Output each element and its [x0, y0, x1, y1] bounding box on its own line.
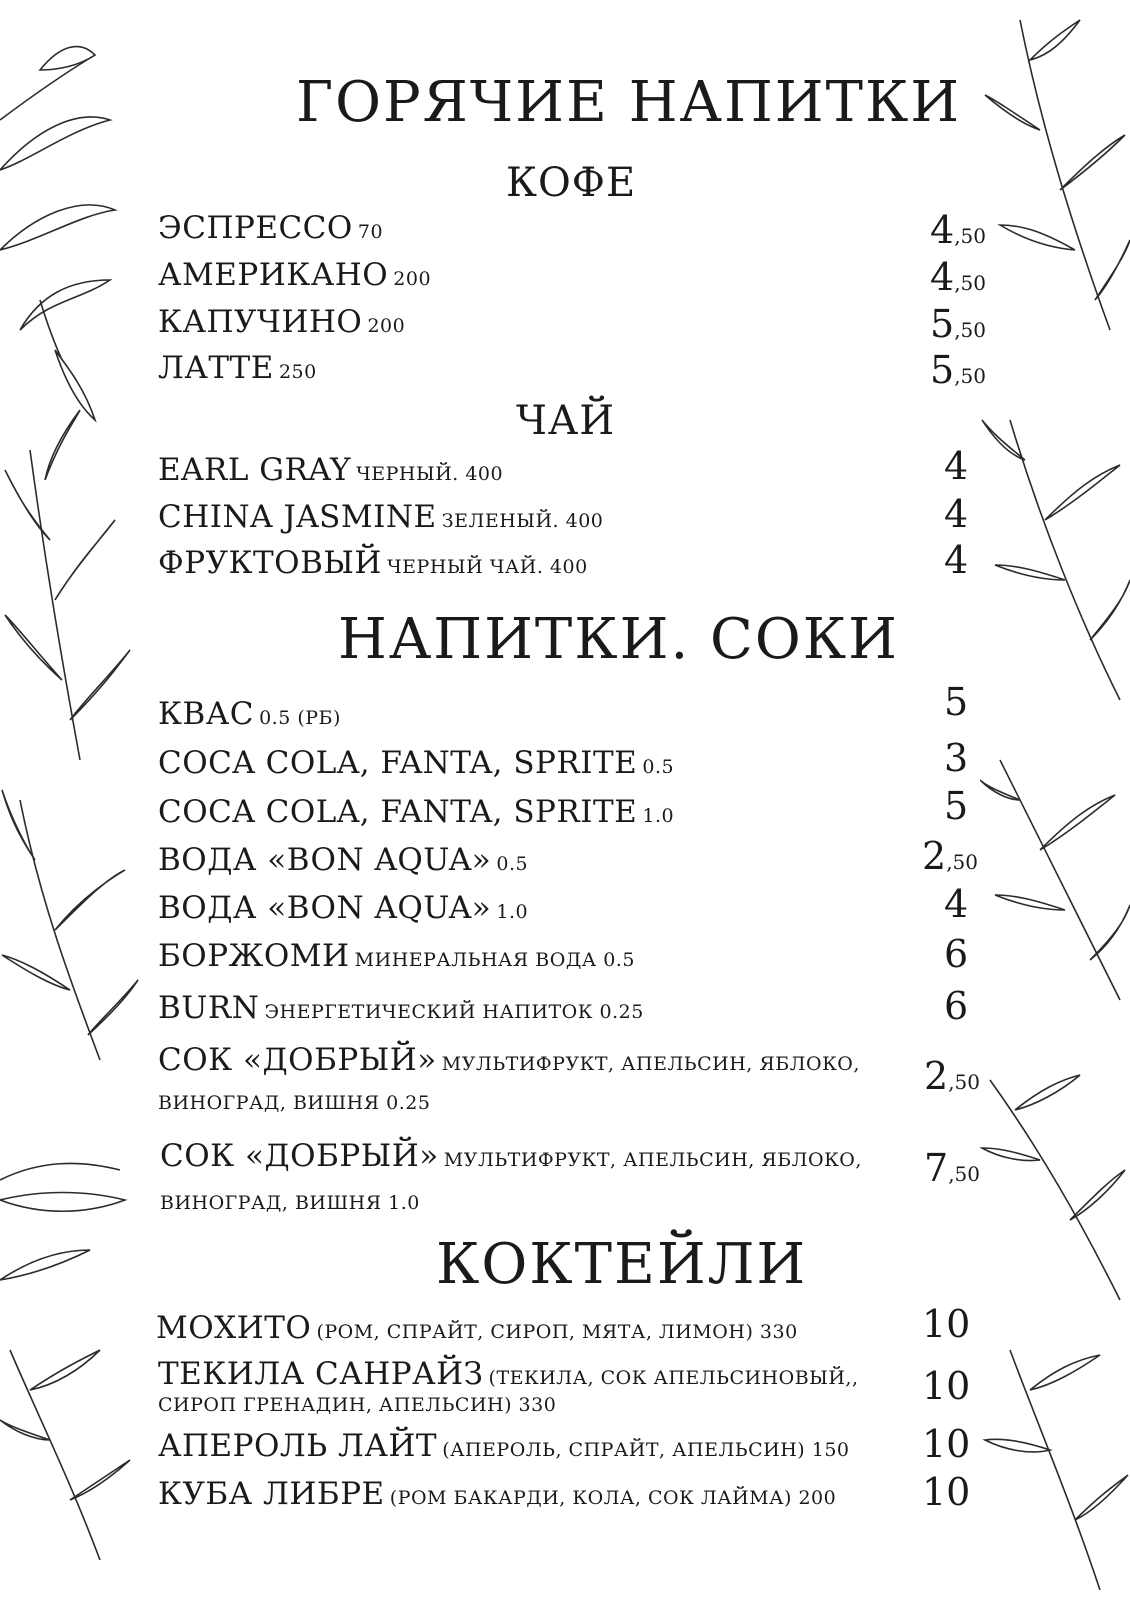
menu-item — [158, 1042, 860, 1078]
item-name: COCA COLA, FANTA, SPRITE — [158, 745, 638, 781]
item-name: BURN — [158, 990, 260, 1026]
item-name: СОК «ДОБРЫЙ» — [160, 1138, 439, 1174]
item-note-continued: ВИНОГРАД, ВИШНЯ 1.0 — [160, 1192, 420, 1214]
item-name: ВОДА «BON AQUA» — [158, 842, 492, 878]
item-name: EARL GRAY — [158, 452, 351, 488]
item-price: 10 — [922, 1422, 971, 1466]
item-note: ЧЕРНЫЙ. 400 — [356, 463, 504, 485]
item-name: CHINA JASMINE — [158, 499, 437, 535]
group-title-coffee: КОФЕ — [506, 160, 637, 206]
item-price: 5,50 — [930, 348, 986, 392]
item-note: 70 — [357, 221, 384, 243]
item-note: (РОМ, СПРАЙТ, СИРОП, МЯТА, ЛИМОН) 330 — [316, 1321, 798, 1343]
item-note: (АПЕРОЛЬ, СПРАЙТ, АПЕЛЬСИН) 150 — [442, 1439, 850, 1461]
item-note: 250 — [278, 361, 317, 383]
item-note: МУЛЬТИФРУКТ, АПЕЛЬСИН, ЯБЛОКО, — [443, 1149, 862, 1171]
menu-item — [158, 1356, 859, 1392]
item-price: 2,50 — [922, 834, 978, 878]
item-name: КАПУЧИНО — [158, 304, 363, 340]
item-name: СОК «ДОБРЫЙ» — [158, 1042, 437, 1078]
item-note: ЭНЕРГЕТИЧЕСКИЙ НАПИТОК 0.25 — [264, 1001, 644, 1023]
item-price: 4 — [944, 492, 969, 536]
menu-item — [158, 794, 674, 830]
item-note: 1.0 — [642, 805, 675, 827]
menu-item — [160, 1138, 862, 1174]
menu-item — [158, 938, 635, 974]
item-note: ЗЕЛЕНЫЙ. 400 — [441, 510, 604, 532]
item-price: 4 — [944, 444, 969, 488]
item-note: МУЛЬТИФРУКТ, АПЕЛЬСИН, ЯБЛОКО, — [441, 1053, 860, 1075]
item-name: КВАС — [158, 696, 254, 732]
menu-item — [158, 1428, 850, 1464]
botanical-branch-icon — [0, 0, 140, 1600]
menu-item — [156, 1310, 798, 1346]
section-title-cocktails: КОКТЕЙЛИ — [436, 1232, 808, 1297]
item-note: 200 — [367, 315, 406, 337]
item-note: 1.0 — [496, 901, 529, 923]
group-title-tea: ЧАЙ — [516, 398, 616, 444]
botanical-branch-icon — [980, 0, 1130, 1600]
item-price: 7,50 — [924, 1146, 980, 1190]
item-note-continued: СИРОП ГРЕНАДИН, АПЕЛЬСИН) 330 — [158, 1394, 557, 1416]
item-name: ФРУКТОВЫЙ — [158, 545, 382, 581]
section-title-hot-drinks: ГОРЯЧИЕ НАПИТКИ — [296, 70, 962, 135]
menu-item — [158, 890, 528, 926]
item-note: ЧЕРНЫЙ ЧАЙ. 400 — [387, 556, 588, 578]
item-note: 200 — [393, 268, 432, 290]
item-note: 0.5 (РБ) — [259, 707, 341, 729]
item-price: 5 — [944, 680, 969, 724]
menu-item — [158, 696, 341, 732]
item-price: 2,50 — [924, 1054, 980, 1098]
menu-item — [158, 210, 383, 246]
item-name: ЛАТТЕ — [158, 350, 274, 386]
item-price: 3 — [944, 736, 969, 780]
item-note: (РОМ БАКАРДИ, КОЛА, СОК ЛАЙМА) 200 — [389, 1487, 837, 1509]
item-name: COCA COLA, FANTA, SPRITE — [158, 794, 638, 830]
item-note: МИНЕРАЛЬНАЯ ВОДА 0.5 — [354, 949, 635, 971]
menu-item — [158, 745, 674, 781]
item-name: ЭСПРЕССО — [158, 210, 353, 246]
item-price: 4,50 — [930, 208, 986, 252]
menu-item — [158, 545, 588, 581]
menu-item — [158, 1476, 836, 1512]
item-price: 10 — [922, 1470, 971, 1514]
menu-item — [158, 452, 503, 488]
item-name: АМЕРИКАНО — [158, 257, 389, 293]
item-name: ТЕКИЛА САНРАЙЗ — [158, 1356, 484, 1392]
item-name: АПЕРОЛЬ ЛАЙТ — [158, 1428, 438, 1464]
item-price: 4,50 — [930, 255, 986, 299]
item-price: 5,50 — [930, 302, 986, 346]
item-name: КУБА ЛИБРЕ — [158, 1476, 385, 1512]
menu-item — [158, 499, 603, 535]
item-price: 10 — [922, 1302, 971, 1346]
menu-item — [158, 257, 431, 293]
item-price: 6 — [944, 932, 969, 976]
item-name: БОРЖОМИ — [158, 938, 350, 974]
menu-item — [158, 990, 644, 1026]
item-price: 4 — [944, 538, 969, 582]
item-price: 10 — [922, 1364, 971, 1408]
item-price: 5 — [944, 784, 969, 828]
menu-item — [158, 304, 405, 340]
item-price: 6 — [944, 984, 969, 1028]
item-name: ВОДА «BON AQUA» — [158, 890, 492, 926]
menu-item — [158, 842, 528, 878]
item-note: 0.5 — [496, 853, 529, 875]
menu-item — [158, 350, 317, 386]
item-note: 0.5 — [642, 756, 675, 778]
item-note: (ТЕКИЛА, СОК АПЕЛЬСИНОВЫЙ,, — [488, 1367, 859, 1389]
section-title-drinks-juices: НАПИТКИ. СОКИ — [338, 607, 899, 672]
item-price: 4 — [944, 882, 969, 926]
item-name: МОХИТО — [156, 1310, 312, 1346]
item-note-continued: ВИНОГРАД, ВИШНЯ 0.25 — [158, 1092, 431, 1114]
